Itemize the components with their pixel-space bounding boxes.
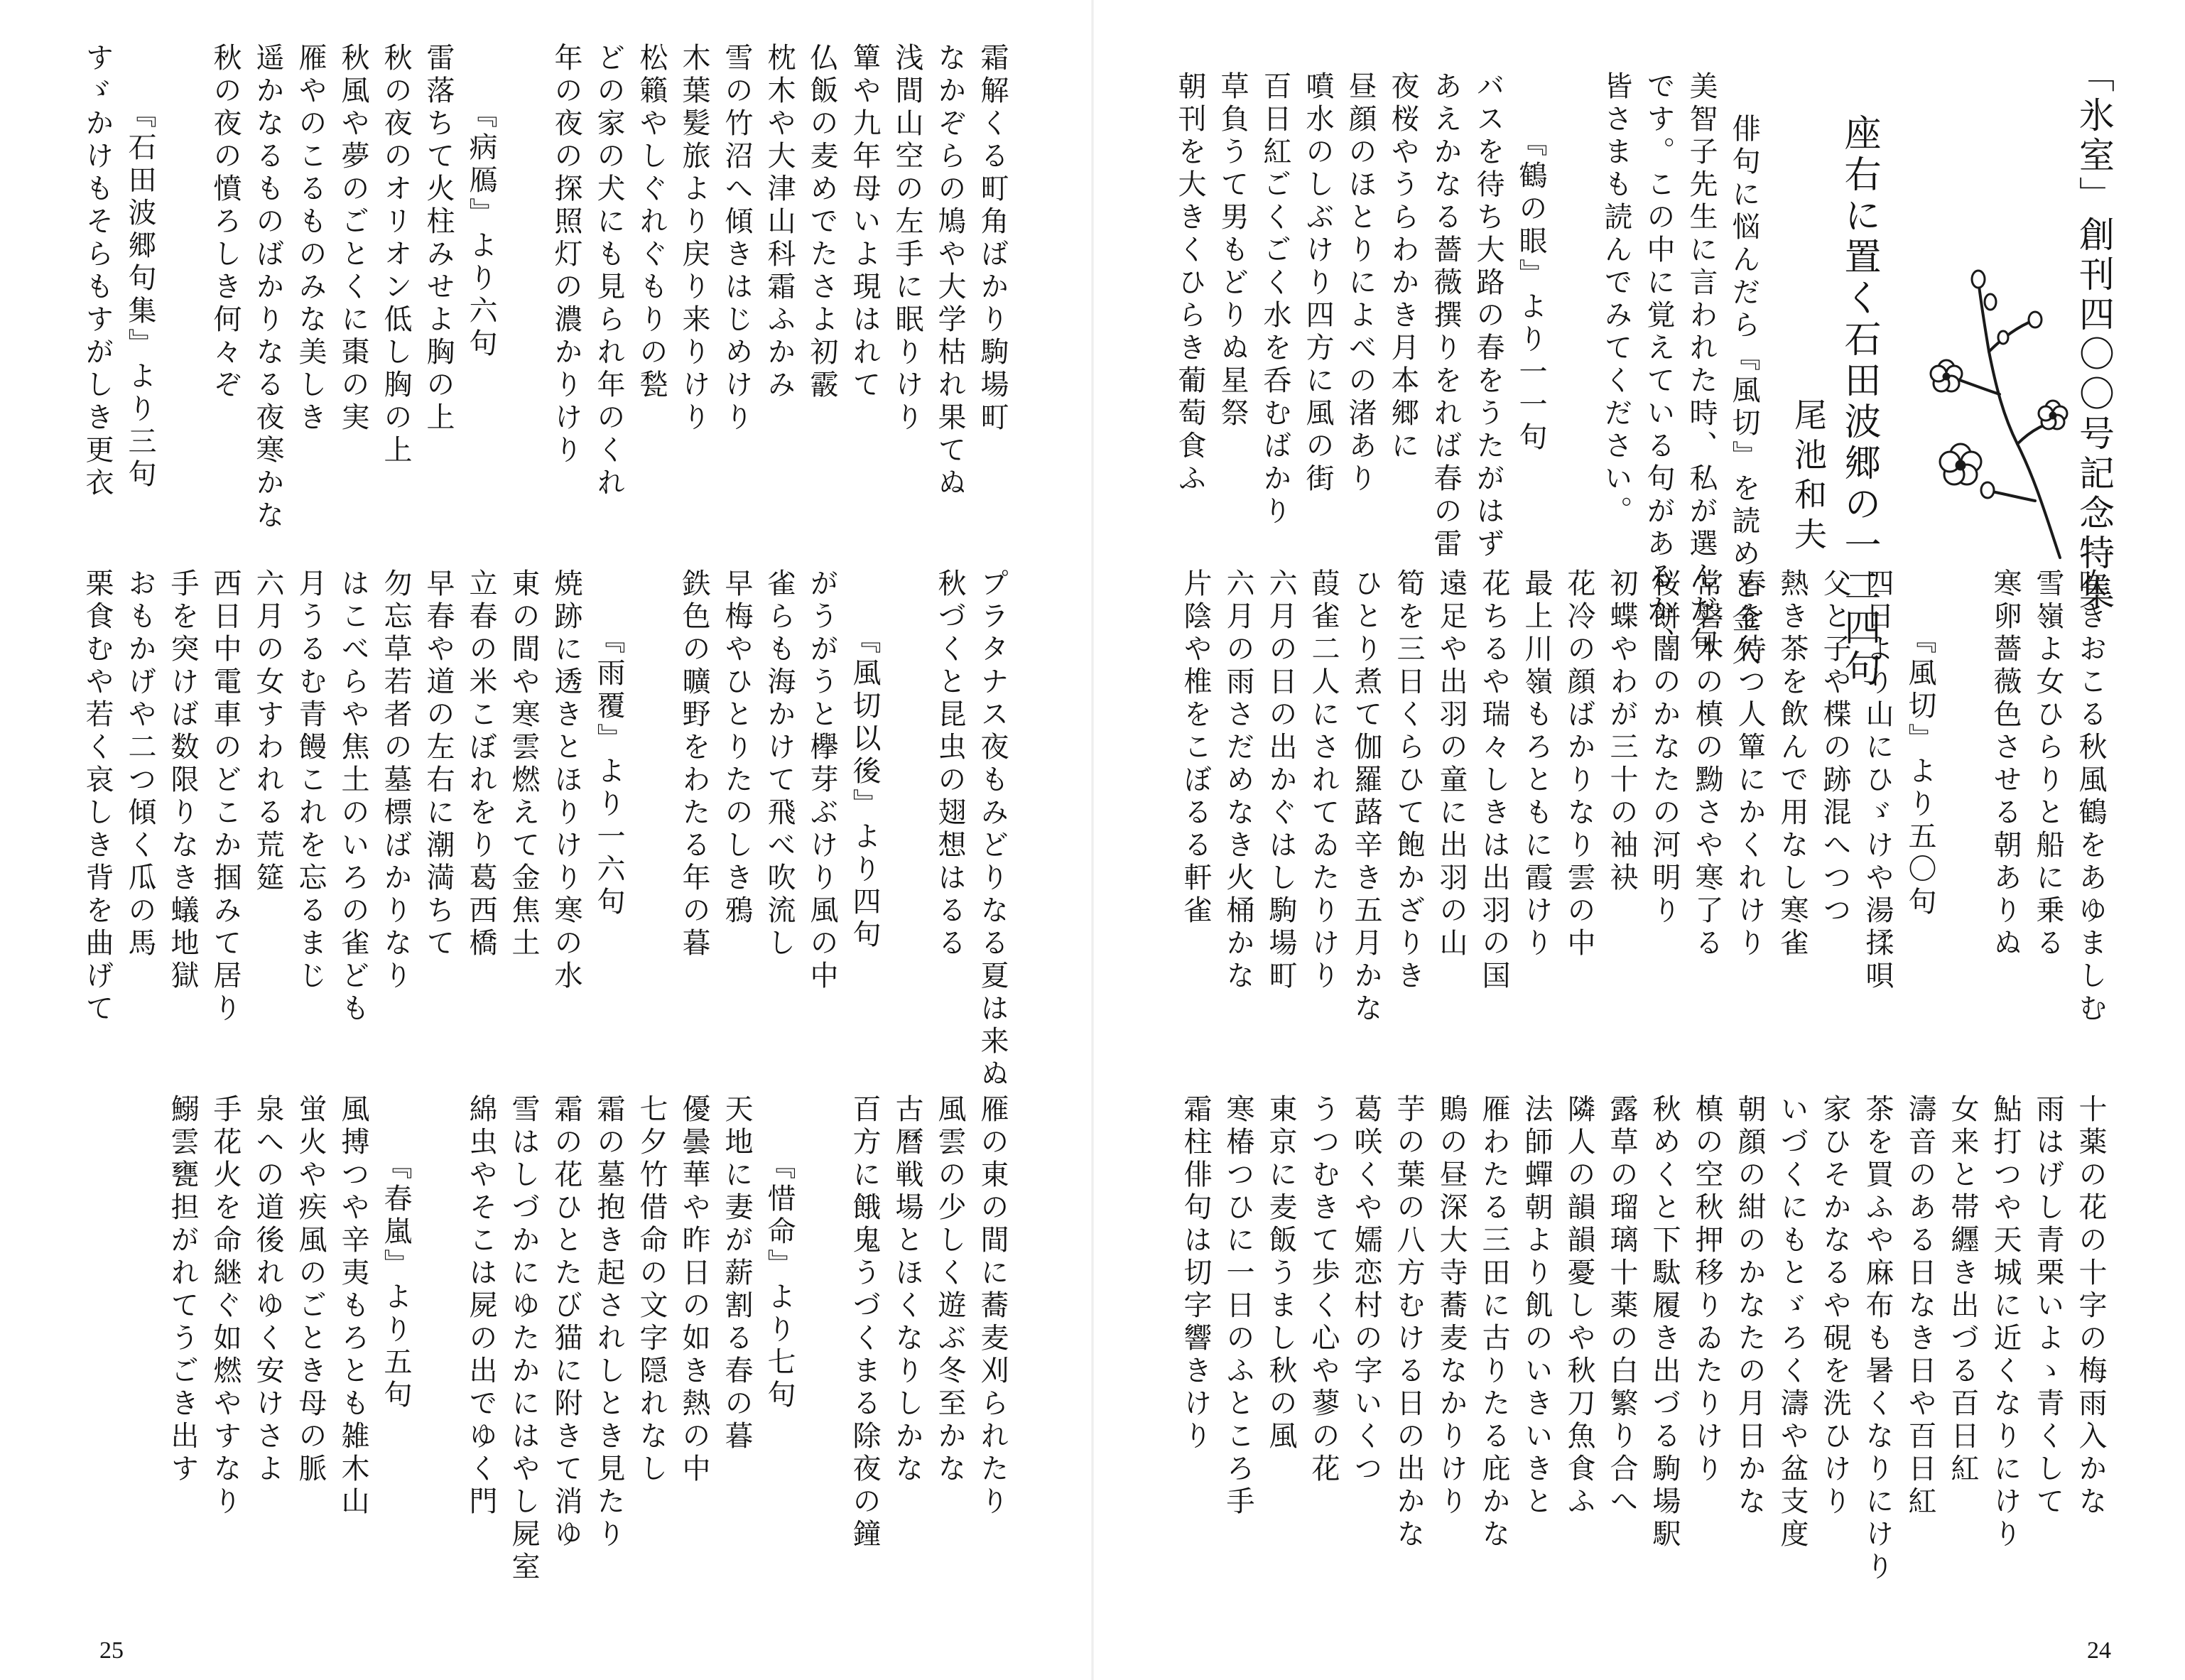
haiku-column: 朝顔の紺のかなたの月日かな bbox=[1733, 1094, 1766, 1519]
author-name: 尾池和夫 bbox=[1789, 398, 1828, 557]
haiku-column: 年の夜の探照灯の濃かりけり bbox=[550, 43, 582, 467]
haiku-column: 泉への道後れゆく安けさよ bbox=[251, 1094, 284, 1486]
haiku-column: 秋めくと下駄履き出づる駒場駅 bbox=[1648, 1094, 1681, 1551]
haiku-column: 手花火を命継ぐ如燃やすなり bbox=[209, 1094, 242, 1519]
haiku-column: 六月の日の出かぐはし駒場町 bbox=[1264, 568, 1297, 993]
haiku-column: 春を待つ人簞にかくれけり bbox=[1733, 568, 1766, 960]
haiku-column: 雷落ちて火柱みせよ胸の上 bbox=[422, 43, 455, 435]
haiku-column: おもかげや二つ傾く瓜の馬 bbox=[124, 568, 156, 960]
haiku-column: がうがうと欅芽ぶけり風の中 bbox=[806, 568, 838, 993]
haiku-column: 花冷の顔ばかりなり雲の中 bbox=[1563, 568, 1595, 960]
haiku-column: 芋の葉の八方むける日の出かな bbox=[1392, 1094, 1425, 1551]
haiku-column: 雁わたる三田に古りたる庇かな bbox=[1478, 1094, 1510, 1551]
haiku-column: 女来と帯纒き出づる百日紅 bbox=[1946, 1094, 1979, 1486]
haiku-column: 葭雀二人にされてゐたりけり bbox=[1307, 568, 1340, 993]
haiku-column: 遠足や出羽の童に出羽の山 bbox=[1435, 568, 1468, 960]
haiku-column: 風雲の少しく遊ぶ冬至かな bbox=[933, 1094, 966, 1486]
haiku-column: 松籟やしぐれぐもりの甃 bbox=[635, 43, 668, 402]
haiku-column: 初蝶やわが三十の袖袂 bbox=[1605, 568, 1638, 895]
haiku-column: 父と子や楪の跡混へつつ bbox=[1818, 568, 1851, 928]
haiku-column: 雀らも海かけて飛べ吹流し bbox=[763, 568, 796, 960]
intro-line: です。この中に覚えている句があるか、 bbox=[1642, 71, 1675, 659]
haiku-column: 桜餅闇のかなたの河明り bbox=[1648, 568, 1681, 928]
haiku-column: 寒椿つひに一日のふところ手 bbox=[1222, 1094, 1254, 1519]
haiku-column: 百日紅ごくごく水を呑むばかり bbox=[1259, 71, 1291, 529]
haiku-column: 家ひそかなるや硯を洗ひけり bbox=[1818, 1094, 1851, 1519]
haiku-column: 風搏つや辛夷もろとも雑木山 bbox=[337, 1094, 369, 1519]
haiku-column: 西日中電車のどこか掴みて居り bbox=[209, 568, 242, 1026]
haiku-column: 鰯雲甕担がれてうごき出す bbox=[166, 1094, 199, 1486]
haiku-column: プラタナス夜もみどりなる夏は来ぬ bbox=[976, 568, 1009, 1091]
intro-line: 美智子先生に言われた時、私が選んだ句 bbox=[1685, 71, 1718, 659]
haiku-column: 茶を買ふや麻布も暑くなりにけり bbox=[1861, 1094, 1894, 1584]
haiku-column: 噴水のしぶけり四方に風の街 bbox=[1301, 71, 1334, 496]
haiku-column: 草負うて男もどりぬ星祭 bbox=[1216, 71, 1249, 430]
haiku-column: 秋づくと昆虫の翅想はるる bbox=[933, 568, 966, 960]
haiku-column: 立春の米こぼれをり葛西橋 bbox=[465, 568, 497, 960]
haiku-column: 寒卵薔薇色させる朝ありぬ bbox=[1989, 568, 2022, 960]
haiku-column: すゞかけもそらもすがしき更衣 bbox=[81, 43, 114, 500]
article-subtitle: 座右に置く石田波郷の一二四句 bbox=[1838, 114, 1880, 690]
haiku-column: 仏飯の麦めでたさよ初霰 bbox=[806, 43, 838, 402]
haiku-column: 秋の夜のオリオン低し胸の上 bbox=[379, 43, 412, 467]
intro-line: 皆さまも読んでみてください。 bbox=[1600, 71, 1632, 529]
section-heading: 『惜命』より七句 bbox=[763, 1151, 796, 1412]
section-heading: 『春嵐』より五句 bbox=[379, 1151, 412, 1412]
haiku-column: 早梅やひとりたのしき鴉 bbox=[720, 568, 753, 928]
haiku-column: 鵙の昼深大寺蕎麦なかりけり bbox=[1435, 1094, 1468, 1519]
section-heading: 『石田波郷句集』より三句 bbox=[124, 99, 156, 492]
page-number: 25 bbox=[99, 1637, 124, 1664]
haiku-column: 六月の女すわれる荒筵 bbox=[251, 568, 284, 895]
haiku-column: 雁の東の間に蕎麦刈られたり bbox=[976, 1094, 1009, 1519]
haiku-column: 花ちるや瑞々しきは出羽の国 bbox=[1478, 568, 1510, 993]
haiku-column: 簞や九年母いよ現はれて bbox=[848, 43, 881, 402]
haiku-column: いづくにもとゞろく濤や盆支度 bbox=[1776, 1094, 1809, 1551]
haiku-column: 東の間や寒雲燃えて金焦土 bbox=[507, 568, 540, 960]
section-heading: 『風切以後』より四句 bbox=[848, 625, 881, 952]
intro-line: 俳句に悩んだら『風切』を読めと金久 bbox=[1728, 114, 1760, 669]
haiku-column: 隣人の韻韻憂しや秋刀魚食ふ bbox=[1563, 1094, 1595, 1519]
haiku-column: 遥かなるものばかりなる夜寒かな bbox=[251, 43, 284, 533]
haiku-column: 早春や道の左右に潮満ちて bbox=[422, 568, 455, 960]
haiku-column: 雁やのこるものみな美しき bbox=[294, 43, 327, 435]
haiku-column: どの家の犬にも見られ年のくれ bbox=[592, 43, 625, 500]
haiku-column: 七夕竹借命の文字隠れなし bbox=[635, 1094, 668, 1486]
haiku-column: 百方に餓鬼うづくまる除夜の鐘 bbox=[848, 1094, 881, 1551]
section-heading: 『風切』より五〇句 bbox=[1904, 625, 1936, 919]
haiku-column: 筍を三日くらひて飽かざりき bbox=[1392, 568, 1425, 993]
haiku-column: 古曆戦場とほくなりしかな bbox=[891, 1094, 923, 1486]
left-page bbox=[0, 0, 1092, 1680]
haiku-column: 十薬の花の十字の梅雨入かな bbox=[2074, 1094, 2107, 1519]
haiku-column: ひとり煮て伽羅蕗辛き五月かな bbox=[1350, 568, 1382, 1026]
haiku-column: あえかなる薔薇撰りをれば春の雷 bbox=[1429, 71, 1462, 561]
haiku-column: 優曇華や昨日の如き熱の中 bbox=[678, 1094, 710, 1486]
haiku-column: 濤音のある日なき日や百日紅 bbox=[1904, 1094, 1936, 1519]
haiku-column: 霜の墓抱き起されしとき見たり bbox=[592, 1094, 625, 1551]
haiku-column: 秋風や夢のごとくに棗の実 bbox=[337, 43, 369, 435]
haiku-column: 栗食むや若く哀しき背を曲げて bbox=[81, 568, 114, 1026]
haiku-column: 最上川嶺もろともに霞けり bbox=[1520, 568, 1553, 960]
haiku-column: 手を突けば数限りなき蟻地獄 bbox=[166, 568, 199, 993]
haiku-column: 焼跡に透きとほりけり寒の水 bbox=[550, 568, 582, 993]
haiku-column: 葛咲くや嬬恋村の字いくつ bbox=[1350, 1094, 1382, 1486]
haiku-column: 雪はしづかにゆたかにはやし屍室 bbox=[507, 1094, 540, 1584]
haiku-column: 槙の空秋押移りゐたりけり bbox=[1691, 1094, 1723, 1486]
page-number: 24 bbox=[2087, 1637, 2111, 1664]
haiku-column: 昼顔のほとりによべの渚あり bbox=[1344, 71, 1377, 496]
haiku-column: 雪の竹沼へ傾きはじめけり bbox=[720, 43, 753, 435]
haiku-column: うつむきて歩く心や蓼の花 bbox=[1307, 1094, 1340, 1486]
haiku-column: 霜の花ひとたび猫に附きて消ゆ bbox=[550, 1094, 582, 1551]
haiku-column: 法師蟬朝より飢のいきいきと bbox=[1520, 1094, 1553, 1519]
haiku-column: 枕木や大津山科霜ふかみ bbox=[763, 43, 796, 402]
haiku-column: 秋の夜の憤ろしき何々ぞ bbox=[209, 43, 242, 402]
haiku-column: 蛍火や疾風のごとき母の脈 bbox=[294, 1094, 327, 1486]
haiku-column: 朝刊を大きくひらき葡萄食ふ bbox=[1173, 71, 1206, 496]
haiku-column: なかぞらの鳩や大学枯れ果てぬ bbox=[933, 43, 966, 500]
haiku-column: 天地に妻が薪割る春の暮 bbox=[720, 1094, 753, 1453]
haiku-column: 四日より山にひゞけや湯揉唄 bbox=[1861, 568, 1894, 993]
haiku-column: 雨はげし青栗いよゝ青くして bbox=[2032, 1094, 2064, 1519]
haiku-column: 鉄色の曠野をわたる年の暮 bbox=[678, 568, 710, 960]
haiku-column: 月うるむ青饅これを忘るまじ bbox=[294, 568, 327, 993]
section-heading: 『鶴の眼』より一一句 bbox=[1514, 128, 1547, 455]
haiku-column: 鮎打つや天城に近くなりにけり bbox=[1989, 1094, 2022, 1551]
haiku-column: バスを待ち大路の春をうたがはず bbox=[1472, 71, 1504, 561]
plum-blossom-illustration bbox=[1911, 252, 2081, 565]
haiku-column: 露草の瑠璃十薬の白繁り合へ bbox=[1605, 1094, 1638, 1519]
haiku-column: 綿虫やそこは屍の出でゆく門 bbox=[465, 1094, 497, 1519]
haiku-column: 吹きおこる秋風鶴をあゆましむ bbox=[2074, 568, 2107, 1026]
haiku-column: 浅間山空の左手に眠りけり bbox=[891, 43, 923, 435]
haiku-column: 霜柱俳句は切字響きけり bbox=[1179, 1094, 1212, 1453]
haiku-column: 木葉髪旅より戻り来りけり bbox=[678, 43, 710, 435]
section-heading: 『病鴈』より六句 bbox=[465, 99, 497, 361]
section-heading: 『雨覆』より一六句 bbox=[592, 625, 625, 919]
haiku-column: 勿忘草若者の墓標ばかりなり bbox=[379, 568, 412, 993]
haiku-column: はこべらや焦土のいろの雀ども bbox=[337, 568, 369, 1026]
haiku-column: 夜桜やうらわかき月本郷に bbox=[1387, 71, 1419, 463]
haiku-column: 熱き茶を飲んで用なし寒雀 bbox=[1776, 568, 1809, 960]
haiku-column: 片陰や椎をこぼるる軒雀 bbox=[1179, 568, 1212, 928]
haiku-column: 霜解くる町角ばかり駒場町 bbox=[976, 43, 1009, 435]
haiku-column: 雪嶺よ女ひらりと船に乗る bbox=[2032, 568, 2064, 960]
haiku-column: 六月の雨さだめなき火桶かな bbox=[1222, 568, 1254, 993]
page-title: 「氷室」創刊四〇〇号記念特集 bbox=[2073, 57, 2115, 614]
haiku-column: 東京に麦飯うまし秋の風 bbox=[1264, 1094, 1297, 1453]
haiku-column: 常磐木の槙の黝さや寒了る bbox=[1691, 568, 1723, 960]
